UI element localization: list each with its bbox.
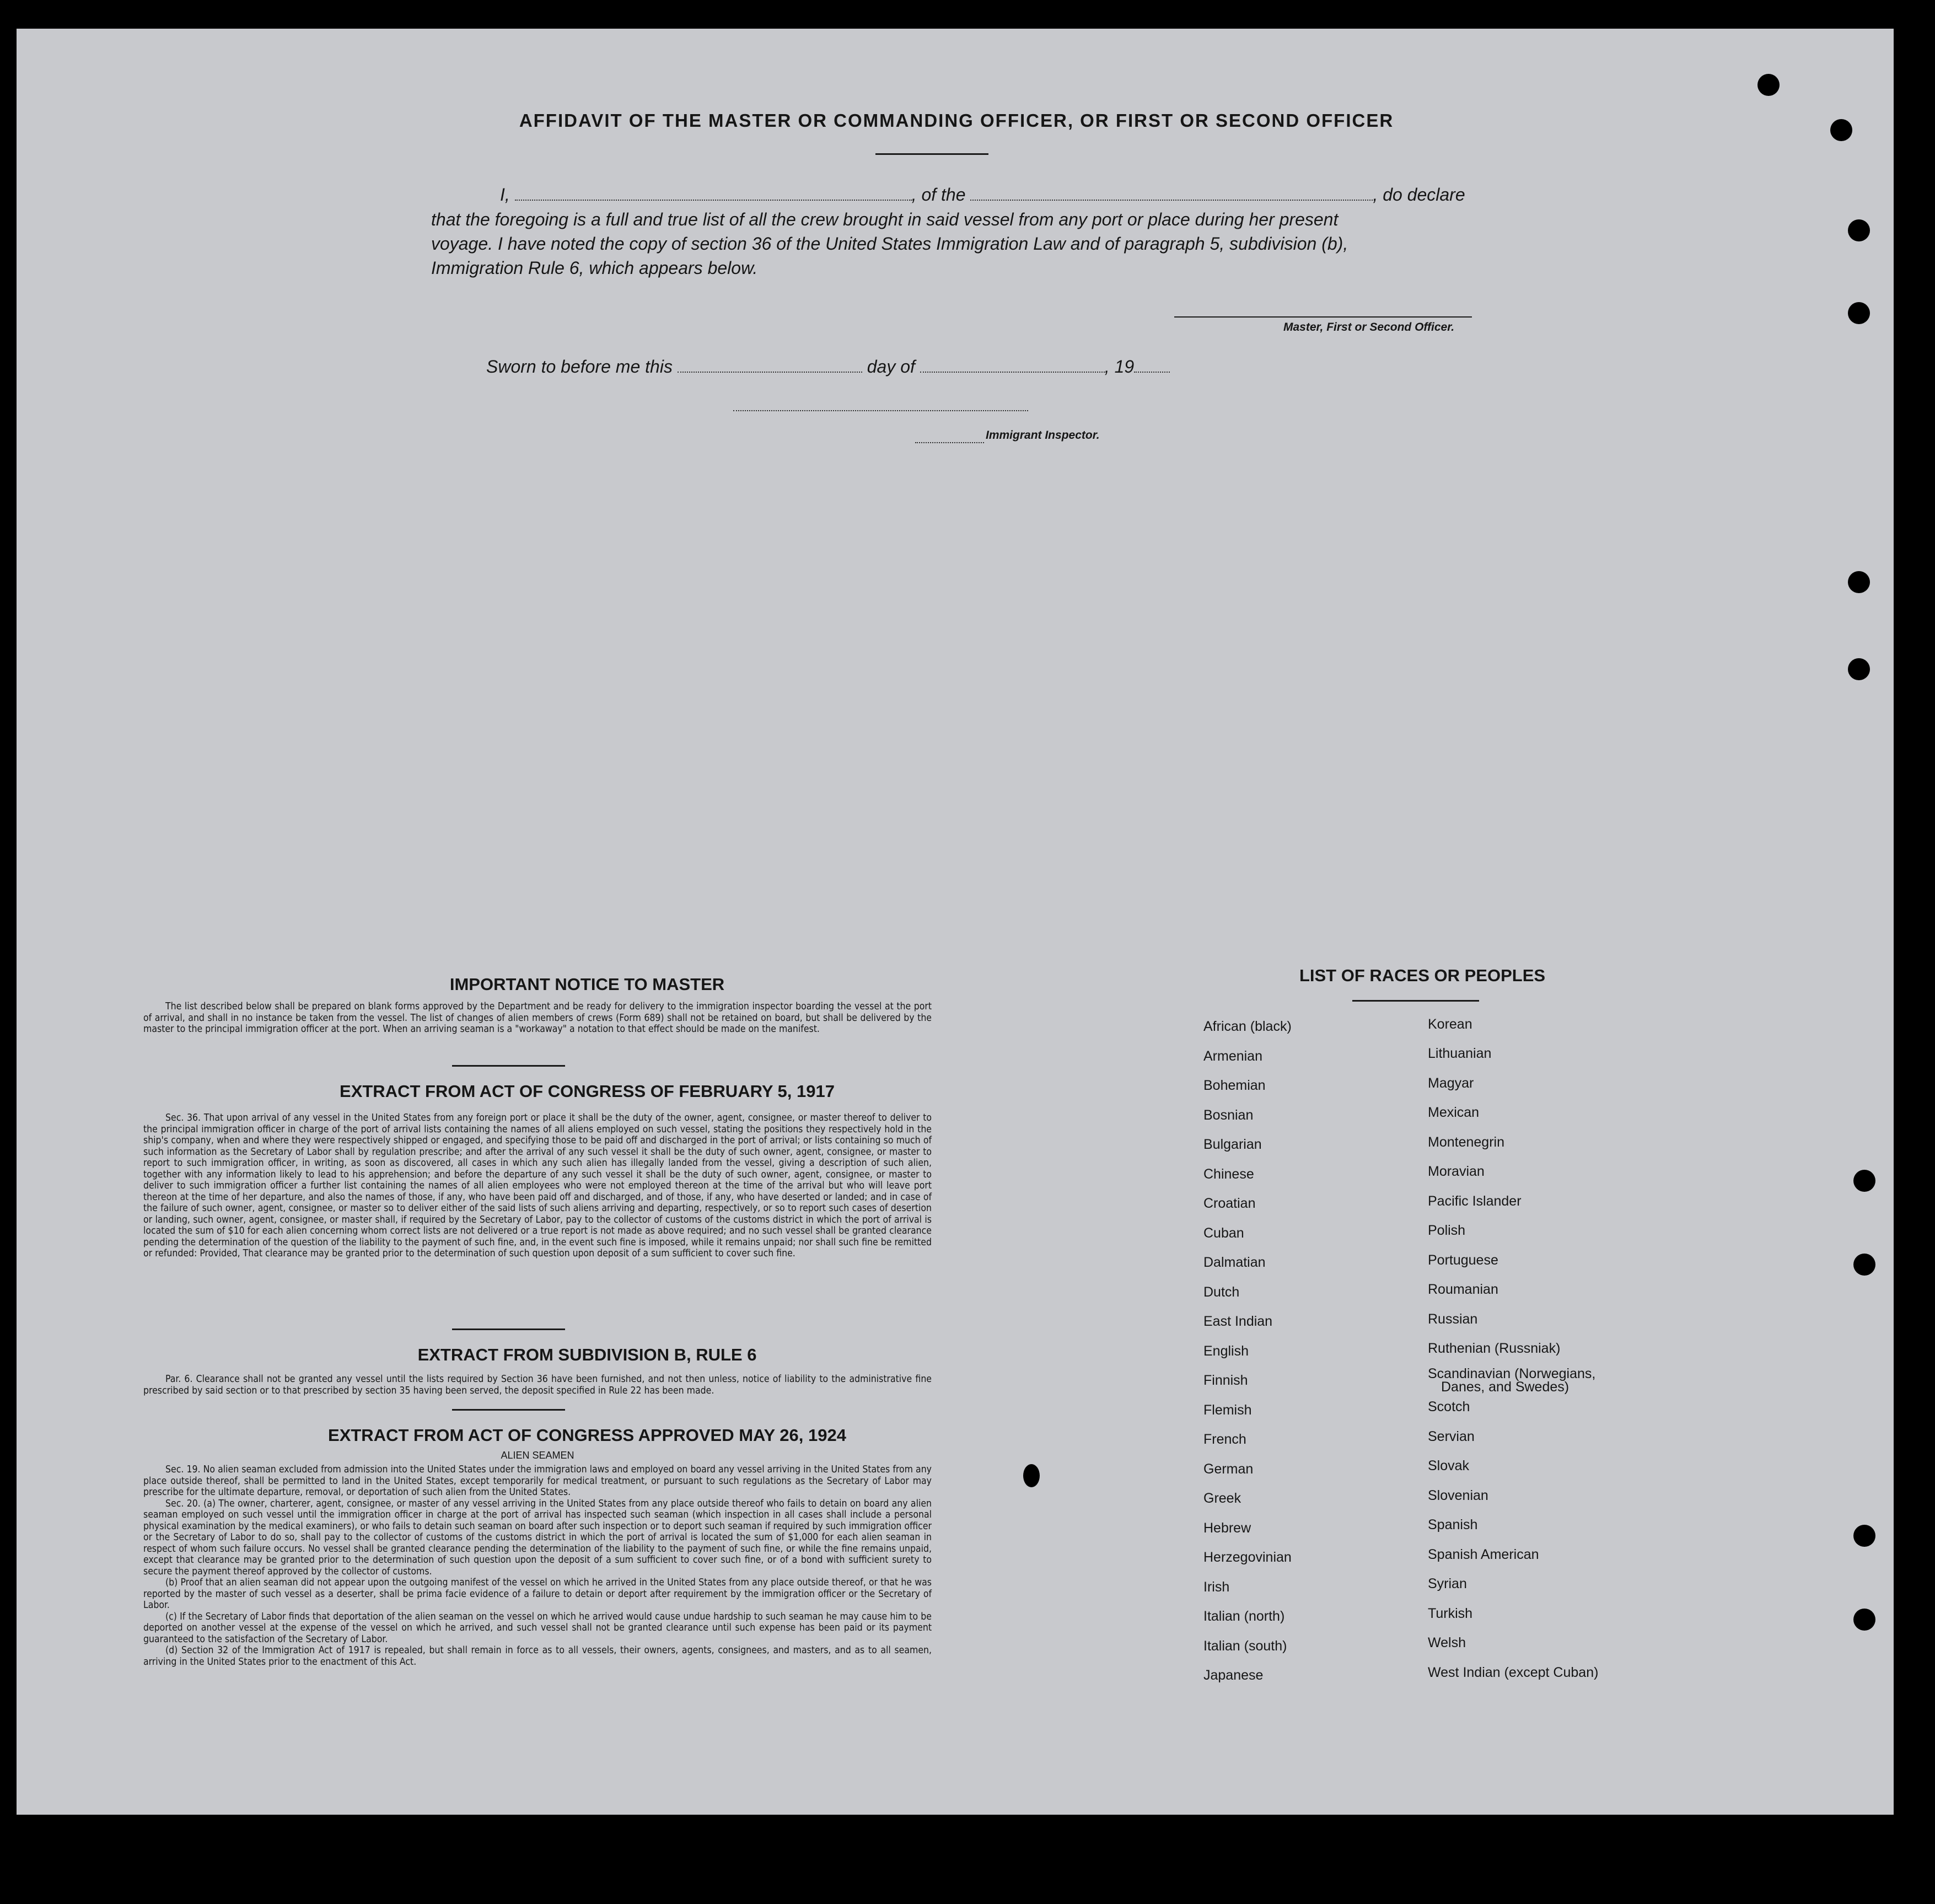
race-item: Hebrew (1203, 1520, 1251, 1536)
race-item: Flemish (1203, 1402, 1252, 1418)
punch-hole (1848, 302, 1870, 324)
day-blank (678, 355, 862, 373)
race-item: Syrian (1428, 1576, 1467, 1591)
race-item: Magyar (1428, 1075, 1474, 1091)
race-item: Japanese (1203, 1668, 1264, 1683)
punch-hole (1757, 74, 1780, 96)
name-blank (515, 183, 912, 201)
sec-19: Sec. 19. No alien seaman excluded from admission into the United States under the immigration laws and employed on board any vessel arriving in the United States from any place outside thereof, shall be permitted to land in the United States, except temporarily for medical treatment, or pursuant to such regulations as the Secretary of Labor may prescribe for the ultimate departure, removal, or deportation of such alien from the United States. (143, 1464, 932, 1498)
race-item: Slovak (1428, 1458, 1470, 1473)
race-item: Portuguese (1428, 1252, 1498, 1268)
section-divider (452, 1065, 565, 1067)
rule-6-text: Par. 6. Clearance shall not be granted any vessel until the lists required by Section 36 have been furnished, and not then unless, notice of liability to the administrative fine prescribed by said section or to that prescribed by section 35 having been served, the deposit specified in Rule 22 has been made. (143, 1374, 932, 1396)
affidavit-do-declare: , do declare (1373, 185, 1465, 205)
race-item: Chinese (1203, 1166, 1254, 1182)
race-item: East Indian (1203, 1314, 1273, 1329)
race-item: Korean (1428, 1016, 1472, 1032)
affidavit-title: AFFIDAVIT OF THE MASTER OR COMMANDING OFFICER, OR FIRST OR SECOND OFFICER (519, 110, 1394, 131)
race-item: Turkish (1428, 1606, 1473, 1621)
race-item: Bosnian (1203, 1107, 1254, 1123)
race-item: Bohemian (1203, 1078, 1266, 1093)
race-item: Pacific Islander (1428, 1193, 1522, 1209)
sec-20b: (b) Proof that an alien seaman did not appear upon the outgoing manifest of the vessel on which he arrived in the United States from any place outside thereof, or that he was reported by the master of such vessel as a deserter, shall be prima facie evidence of a failure to detain or deport after requirement by the immigration officer or the Secretary of Labor. (143, 1577, 932, 1611)
race-item: Spanish (1428, 1517, 1478, 1532)
vessel-blank (970, 183, 1373, 201)
rule-6-title: EXTRACT FROM SUBDIVISION B, RULE 6 (417, 1345, 757, 1364)
race-item: Cuban (1203, 1225, 1244, 1241)
act-1924-text (143, 1464, 932, 1668)
race-item: Irish (1203, 1579, 1230, 1595)
notice-title: IMPORTANT NOTICE TO MASTER (449, 975, 725, 994)
race-item: German (1203, 1461, 1254, 1477)
punch-hole (1853, 1254, 1875, 1276)
year-blank (1134, 355, 1170, 373)
month-blank (920, 355, 1105, 373)
race-item: Greek (1203, 1491, 1241, 1506)
affidavit-of-the: , of the (911, 185, 966, 205)
affidavit-line-4: Immigration Rule 6, which appears below. (431, 258, 758, 278)
race-item: Welsh (1428, 1635, 1466, 1650)
sworn-year: , 19 (1104, 357, 1135, 377)
section-divider (452, 1409, 565, 1411)
sworn-prefix: Sworn to before me this (486, 357, 673, 377)
affidavit-line-2: that the foregoing is a full and true list of all the crew brought in said vessel from any port or place during her present (431, 209, 1339, 229)
punch-hole (1848, 219, 1870, 241)
race-item: Dalmatian (1203, 1255, 1266, 1270)
affidavit-i: I, (500, 185, 510, 205)
punch-hole (1848, 658, 1870, 680)
sec-20a: Sec. 20. (a) The owner, charterer, agent, consignee, or master of any vessel arriving in the United States from any place outside thereof who fails to detain on board any alien seaman employed on such vessel until the immigration officer in charge at the port of arrival has inspected such seaman (which inspection in all cases shall include a personal physical examination by the medical examiners), or who fails to detain such seaman on board after such inspection or to deport such seaman if required by such immigration officer or the Secretary of Labor to do so, shall pay to the collector of customs of the customs district in which the port of arrival is located the sum of $1,000 for each alien seaman in respect of whom such failure occurs. No vessel shall be granted clearance pending the determination of the liability to the payment of such fine, or while the fine remains unpaid, except that clearance may be granted prior to the determination of such question upon the deposit of a sum sufficient to cover such fine, or of a bond with sufficient surety to secure the payment thereof approved by the collector of customs. (143, 1498, 932, 1577)
race-item: Montenegrin (1428, 1134, 1504, 1150)
race-item: Dutch (1203, 1284, 1240, 1300)
race-item: West Indian (except Cuban) (1428, 1665, 1599, 1680)
race-item: Italian (north) (1203, 1609, 1285, 1624)
act-1924-title: EXTRACT FROM ACT OF CONGRESS APPROVED MAY 26, 1924 (328, 1426, 846, 1445)
title-underline (875, 153, 988, 155)
race-item: Scotch (1428, 1399, 1470, 1414)
race-item: Armenian (1203, 1048, 1262, 1064)
signature-caption: Master, First or Second Officer. (1283, 321, 1455, 334)
race-item: Finnish (1203, 1373, 1248, 1388)
races-title-underline (1352, 1000, 1479, 1002)
race-item: Danes, and Swedes) (1441, 1379, 1570, 1395)
race-item: Italian (south) (1203, 1638, 1287, 1654)
act-1924-subtitle: ALIEN SEAMEN (501, 1450, 574, 1461)
sworn-line (486, 355, 1545, 377)
sec-20c: (c) If the Secretary of Labor finds that deportation of the alien seaman on the vessel on which he arrived would cause undue hardship to such seaman he may cause him to be deported on another vessel at the expense of the vessel on which he arrived, and such vessel shall not be granted clearance until such expense has been paid or its payment guaranteed to the satisfaction of the Secretary of Labor. (143, 1611, 932, 1645)
races-title: LIST OF RACES OR PEOPLES (1299, 966, 1546, 985)
race-item: Roumanian (1428, 1282, 1498, 1297)
race-item: African (black) (1203, 1019, 1292, 1034)
notice-text: The list described below shall be prepared on blank forms approved by the Department and be ready for delivery to the immigration inspector boarding the vessel at the port of arrival, and shall in no instance be taken from the vessel. The list of changes of alien members of crews (Form 689) shall not be retained on board, but shall be delivered by the master to the principal immigration officer at the port. When an arriving seaman is a "workaway" a notation to that effect should be made on the manifest. (143, 1001, 932, 1035)
race-item: Spanish American (1428, 1547, 1539, 1562)
document-page (17, 29, 1894, 1815)
ink-blot (1023, 1464, 1040, 1487)
race-item: Croatian (1203, 1196, 1256, 1211)
race-item: Herzegovinian (1203, 1550, 1292, 1565)
section-divider (452, 1329, 565, 1330)
race-item: Polish (1428, 1223, 1466, 1238)
act-1917-title: EXTRACT FROM ACT OF CONGRESS OF FEBRUARY 5, 1917 (340, 1082, 835, 1101)
race-item: Slovenian (1428, 1488, 1488, 1503)
race-item: Servian (1428, 1429, 1475, 1444)
punch-hole (1853, 1609, 1875, 1631)
race-item: Russian (1428, 1311, 1478, 1327)
signature-line (1174, 316, 1472, 318)
race-item: Mexican (1428, 1105, 1480, 1120)
race-item: English (1203, 1343, 1249, 1359)
inspector-blank (915, 429, 984, 443)
act-1917-text: Sec. 36. That upon arrival of any vessel in the United States from any foreign port or place it shall be the duty of the owner, agent, consignee, or master thereof to deliver to the principal immigration officer in charge of the port of arrival lists containing the names of all aliens employed on such vessel, stating the positions they respectively hold in the ship's company, when and where they were respectively shipped or engaged, and specifying those to be paid off and discharged in the port of arrival; or lists containing so much of such information as the Secretary of Labor shall by regulation prescribe; and after the arrival of any such vessel it shall be the duty of such owner, agent, consignee, or master to report to such immigration officer, in writing, as soon as discovered, all cases in which any such alien has illegally landed from the vessel, giving a description of such alien, together with any information likely to lead to his apprehension; and before the departure of any such vessel it shall be the duty of such owner, agent, consignee, or master to deliver to such immigration officer a further list containing the names of all alien employees who were not employed thereon at the time of the arrival but who will leave port thereon at the time of her departure, and also the names of those, if any, who have been paid off and discharged, and of those, if any, who have deserted or landed; and in case of the failure of such owner, agent, consignee, or master so to deliver either of the said lists of such aliens arriving and departing, respectively, or so to report such cases of desertion or landing, such owner, agent, consignee, or master shall, if required by the Secretary of Labor, pay to the collector of customs of the customs district in which the port of arrival is located the sum of $10 for each alien concerning whom correct lists are not delivered or a true report is not made as above required; and no such vessel shall be granted clearance pending the determination of the question of the liability to the payment of such fine, and, in the event such fine is imposed, while it remains unpaid; nor shall such fine be remitted or refunded: Provided, That clearance may be granted prior to the determination of such question upon deposit of a sum sufficient to cover such fine. (143, 1112, 932, 1259)
punch-hole (1853, 1170, 1875, 1192)
race-item: Moravian (1428, 1164, 1485, 1179)
inspector-caption: Immigrant Inspector. (986, 429, 1100, 442)
race-item: Ruthenian (Russniak) (1428, 1341, 1561, 1356)
punch-hole (1848, 571, 1870, 593)
affidavit-line-3: voyage. I have noted the copy of section 36 of the United States Immigration Law and of paragraph 5, subdivision (b), (431, 234, 1348, 254)
race-item: Scandinavian (Norwegians, (1428, 1366, 1596, 1381)
race-item: French (1203, 1432, 1246, 1447)
race-item: Lithuanian (1428, 1046, 1492, 1061)
punch-hole (1853, 1525, 1875, 1547)
sec-20d: (d) Section 32 of the Immigration Act of 1917 is repealed, but shall remain in force as to all vessels, their owners, agents, consignees, and masters, and as to all seamen, arriving in the United States prior to the enactment of this Act. (143, 1645, 932, 1668)
inspector-signature-line (733, 409, 1028, 411)
affidavit-line-1 (431, 183, 1490, 205)
sworn-day-of: day of (867, 357, 915, 377)
race-item: Bulgarian (1203, 1137, 1262, 1152)
